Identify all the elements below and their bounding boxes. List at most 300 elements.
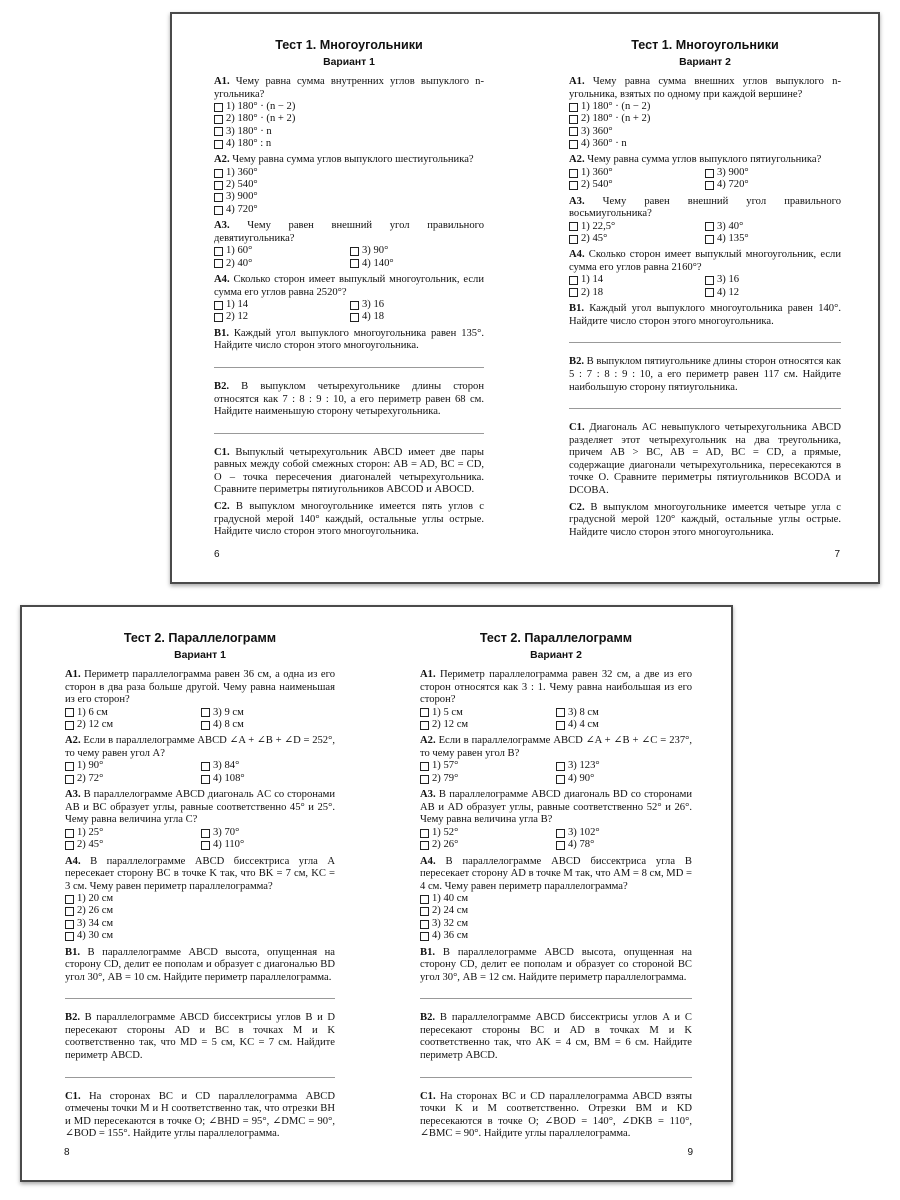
answer-option-label: 1) 360°: [581, 166, 613, 178]
checkbox-icon[interactable]: [420, 775, 429, 784]
answer-option[interactable]: [65, 918, 335, 930]
checkbox-icon[interactable]: [705, 288, 714, 297]
question-body: Чему равна сумма внутренних углов выпуклого n-угольника?: [214, 76, 484, 100]
question: [569, 154, 841, 191]
answer-option-label: 2) 79°: [432, 772, 459, 784]
answer-option-label: 4) 360° · n: [581, 137, 627, 149]
question-body: Выпуклый четырехугольник ABCD имеет две пары равных между собой смежных сторон: AB = AD, BC = CD, O – точка пересечения диагоналей четырехугольника. Сравните периметры пятиугольников ABCOD и ABOCD.: [214, 446, 484, 496]
answer-option-label: 3) 70°: [213, 826, 240, 838]
answer-option-label: 3) 84°: [213, 760, 240, 772]
checkbox-icon[interactable]: [705, 181, 714, 190]
checkbox-icon[interactable]: [214, 169, 223, 178]
answer-option[interactable]: [705, 233, 835, 245]
variant-title: Вариант 2: [679, 57, 731, 68]
answer-option[interactable]: [214, 192, 484, 204]
answer-option[interactable]: [201, 707, 331, 719]
checkbox-icon[interactable]: [556, 762, 565, 771]
answer-divider: [420, 1077, 692, 1078]
answer-option-label: 3) 102°: [568, 826, 600, 838]
question: [569, 76, 841, 150]
page-6: [172, 14, 527, 582]
answer-option[interactable]: [201, 839, 331, 851]
question-label: В1.: [214, 327, 230, 339]
question-body: Каждый угол выпуклого многоугольника равен 140°. Найдите число сторон этого многоугольника.: [569, 303, 841, 327]
checkbox-icon[interactable]: [705, 222, 714, 231]
answer-option[interactable]: [214, 179, 484, 191]
answer-option[interactable]: [569, 167, 705, 179]
answer-option-label: 3) 9 см: [213, 706, 244, 718]
answer-option-label: 1) 25°: [77, 826, 104, 838]
checkbox-icon[interactable]: [65, 920, 74, 929]
question-text: [420, 735, 692, 760]
answer-option[interactable]: [65, 930, 335, 942]
question-body: На сторонах BC и CD параллелограмма ABCD отмечены точки M и H соответственно так, что отрезки BH и MD пересекаются в точке O; ∠BHD = 95°, ∠DMC = 90°, ∠BOD = 155°. Найдите углы параллелограмма.: [65, 1090, 335, 1140]
answer-option[interactable]: [65, 827, 201, 839]
answer-option[interactable]: [65, 906, 335, 918]
answer-option-label: 4) 140°: [362, 257, 394, 269]
answer-option-label: 4) 720°: [226, 203, 258, 215]
answer-option[interactable]: [420, 930, 692, 942]
answer-option-label: 3) 16: [717, 274, 740, 286]
question-text: [65, 1012, 335, 1062]
question: [569, 303, 841, 328]
question-text: [214, 76, 484, 101]
answer-option-label: 2) 12 см: [432, 718, 469, 730]
checkbox-icon[interactable]: [569, 222, 578, 231]
question: [569, 196, 841, 246]
checkbox-icon[interactable]: [65, 775, 74, 784]
answer-option[interactable]: [420, 773, 556, 785]
checkbox-icon[interactable]: [214, 301, 223, 310]
answer-option[interactable]: [214, 138, 484, 150]
checkbox-icon[interactable]: [350, 259, 359, 268]
answer-option-label: 2) 45°: [581, 232, 608, 244]
answer-option[interactable]: [65, 893, 335, 905]
answer-option[interactable]: [569, 126, 841, 138]
answer-option-label: 3) 16: [362, 298, 385, 310]
question-label: В2.: [214, 380, 230, 392]
answer-option[interactable]: [420, 827, 556, 839]
answer-options: [420, 827, 692, 852]
question-label: С1.: [65, 1090, 81, 1102]
answer-option[interactable]: [214, 204, 484, 216]
question-label: С1.: [420, 1090, 436, 1102]
answer-options: [214, 167, 484, 216]
question-body: В параллелограмме ABCD диагональ AC со сторонами AB и BC образует углы, равные соответственно 45° и 25°. Чему равна величина угла C?: [65, 789, 335, 826]
answer-option[interactable]: [214, 299, 350, 311]
answer-option-label: 3) 90°: [362, 245, 389, 257]
answer-option[interactable]: [65, 839, 201, 851]
answer-option[interactable]: [65, 707, 201, 719]
checkbox-icon[interactable]: [350, 313, 359, 322]
answer-option-label: 4) 12: [717, 286, 740, 298]
question-body: В параллелограмме ABCD биссектриса угла A пересекает сторону BC в точке K так, что BK = 7 см, KC = 3 см. Чему равен периметр параллелограмма?: [65, 855, 335, 892]
answer-options: [214, 299, 484, 324]
answer-option[interactable]: [556, 773, 686, 785]
checkbox-icon[interactable]: [569, 140, 578, 149]
answer-option[interactable]: [569, 287, 705, 299]
answer-option-label: 2) 12: [226, 311, 249, 323]
question-body: Периметр параллелограмма равен 36 см, а одна из его сторон в два раза больше другой. Чему равна наименьшая из его сторон?: [65, 669, 335, 706]
checkbox-icon[interactable]: [214, 181, 223, 190]
checkbox-icon[interactable]: [214, 206, 223, 215]
checkbox-icon[interactable]: [350, 301, 359, 310]
checkbox-icon[interactable]: [214, 247, 223, 256]
answer-option[interactable]: [705, 179, 835, 191]
checkbox-icon[interactable]: [569, 276, 578, 285]
answer-option-label: 2) 180° · (n + 2): [581, 113, 651, 125]
question-body: Чему равна сумма углов выпуклого пятиугольника?: [584, 154, 822, 166]
question-text: [214, 220, 484, 245]
question-body: Каждый угол выпуклого многоугольника равен 135°. Найдите число сторон этого многоугольника.: [214, 327, 484, 352]
checkbox-icon[interactable]: [556, 841, 565, 850]
checkbox-icon[interactable]: [569, 235, 578, 244]
answer-options: [569, 167, 841, 192]
answer-options: [420, 707, 692, 732]
question: [214, 381, 484, 419]
answer-option[interactable]: [569, 101, 841, 113]
question-label: С1.: [569, 422, 585, 434]
answer-options: [65, 761, 335, 786]
question-body: В выпуклом многоугольнике имеется пять углов с градусной мерой 140° каждый, остальные углы острые. Найдите число сторон этого многоугольника.: [214, 501, 484, 538]
answer-option[interactable]: [65, 761, 201, 773]
question-text: [569, 422, 841, 498]
checkbox-icon[interactable]: [350, 247, 359, 256]
answer-option[interactable]: [214, 311, 350, 323]
answer-option[interactable]: [214, 167, 484, 179]
question-label: А4.: [569, 249, 585, 261]
question: [420, 735, 692, 785]
question-body: Сколько сторон имеет выпуклый многоугольник, если сумма его углов равна 2520°?: [214, 273, 484, 298]
answer-divider: [569, 408, 841, 409]
page-number: 8: [64, 1147, 70, 1158]
answer-option[interactable]: [65, 773, 201, 785]
page-number: 9: [687, 1147, 693, 1158]
answer-option-label: 2) 40°: [226, 257, 253, 269]
answer-option[interactable]: [420, 707, 556, 719]
answer-option[interactable]: [420, 719, 556, 731]
answer-option[interactable]: [420, 761, 556, 773]
question-body: В параллелограмме ABCD биссектрисы углов A и C пересекают стороны BC и AD в точках M и K соответственно так, что AK = 4 см, BM = 6 см. Найдите периметр ABCD.: [420, 1012, 692, 1062]
answer-option-label: 1) 6 см: [77, 706, 108, 718]
question: [65, 1091, 335, 1141]
checkbox-icon[interactable]: [214, 193, 223, 202]
question-label: В2.: [65, 1012, 81, 1024]
question-text: [569, 502, 841, 540]
answer-option[interactable]: [556, 839, 686, 851]
checkbox-icon[interactable]: [65, 721, 74, 730]
question-label: А2.: [214, 154, 230, 166]
question-label: А2.: [569, 154, 585, 166]
answer-option[interactable]: [569, 138, 841, 150]
answer-option[interactable]: [705, 287, 835, 299]
question-label: В1.: [420, 946, 436, 958]
question-list: [569, 76, 841, 539]
question: [569, 249, 841, 299]
answer-option-label: 1) 180° · (n − 2): [226, 101, 296, 113]
answer-option-label: 4) 8 см: [213, 718, 244, 730]
top-book-spread: [170, 12, 880, 584]
answer-option-label: 2) 18: [581, 286, 604, 298]
question: [214, 447, 484, 497]
answer-divider: [420, 998, 692, 999]
answer-option-label: 2) 12 см: [77, 718, 114, 730]
answer-options: [65, 827, 335, 852]
checkbox-icon[interactable]: [65, 907, 74, 916]
page-content: [65, 631, 335, 1141]
answer-option[interactable]: [420, 893, 692, 905]
question-body: Диагональ AC невыпуклого четырехугольника ABCD разделяет этот четырехугольник на два треугольника, причем AB > BC, AB = AD, BC = CD, а прямые, содержащие диагонали четырехугольника, пересекаются в точке O. Сравните периметры пятиугольников BCODA и DCOBA.: [569, 422, 841, 497]
answer-option[interactable]: [201, 773, 331, 785]
answer-divider: [65, 998, 335, 999]
page-number: 7: [834, 549, 840, 560]
question-body: В параллелограмме ABCD биссектриса угла B пересекает сторону AD в точке M так, что AM = 8 см, MD = 4 см. Чему равен периметр параллелограмма?: [420, 855, 692, 892]
answer-options: [65, 893, 335, 942]
checkbox-icon[interactable]: [569, 127, 578, 136]
question: [420, 947, 692, 985]
question-body: Чему равен внешний угол правильного девятиугольника?: [214, 220, 484, 244]
answer-option[interactable]: [214, 113, 484, 125]
answer-option-label: 2) 26 см: [77, 905, 114, 917]
question-label: А1.: [420, 669, 436, 680]
answer-option[interactable]: [705, 167, 835, 179]
answer-option[interactable]: [201, 761, 331, 773]
question-label: А4.: [214, 273, 230, 285]
question-label: В2.: [569, 356, 585, 368]
checkbox-icon[interactable]: [420, 907, 429, 916]
answer-option[interactable]: [569, 275, 705, 287]
question: [214, 154, 484, 216]
checkbox-icon[interactable]: [201, 708, 210, 717]
checkbox-icon[interactable]: [569, 181, 578, 190]
answer-option-label: 1) 360°: [226, 166, 258, 178]
checkbox-icon[interactable]: [65, 762, 74, 771]
checkbox-icon[interactable]: [214, 115, 223, 124]
answer-option-label: 1) 90°: [77, 760, 104, 772]
answer-option-label: 4) 108°: [213, 772, 245, 784]
question-body: Чему равен внешний угол правильного восьмиугольника?: [569, 195, 841, 220]
question-label: А2.: [420, 735, 436, 747]
question-body: Если в параллелограмме ABCD ∠A + ∠B + ∠C = 237°, то чему равен угол B?: [420, 735, 692, 759]
checkbox-icon[interactable]: [705, 235, 714, 244]
checkbox-icon[interactable]: [201, 775, 210, 784]
checkbox-icon[interactable]: [201, 762, 210, 771]
answer-option-label: 1) 22,5°: [581, 220, 616, 232]
checkbox-icon[interactable]: [214, 127, 223, 136]
question-label: А3.: [214, 220, 230, 232]
question-label: А4.: [65, 855, 81, 867]
answer-option-label: 2) 26°: [432, 839, 459, 851]
answer-option[interactable]: [556, 827, 686, 839]
answer-option-label: 2) 540°: [581, 179, 613, 191]
answer-option[interactable]: [201, 719, 331, 731]
variant-title: Вариант 1: [174, 650, 226, 661]
question-text: [569, 76, 841, 101]
answer-option[interactable]: [556, 719, 686, 731]
question-text: [214, 274, 484, 299]
question-body: Чему равна сумма внешних углов выпуклого n-угольника, взятых по одному при каждой вершине?: [569, 76, 841, 100]
answer-option-label: 2) 45°: [77, 839, 104, 851]
checkbox-icon[interactable]: [556, 708, 565, 717]
checkbox-icon[interactable]: [201, 841, 210, 850]
answer-option-label: 4) 180° : n: [226, 137, 272, 149]
answer-divider: [569, 342, 841, 343]
answer-option-label: 2) 72°: [77, 772, 104, 784]
question: [65, 735, 335, 785]
checkbox-icon[interactable]: [556, 775, 565, 784]
checkbox-icon[interactable]: [420, 721, 429, 730]
answer-option[interactable]: [705, 221, 835, 233]
question-text: [569, 249, 841, 274]
question: [65, 669, 335, 731]
page-9: [379, 607, 735, 1180]
question: [214, 328, 484, 353]
checkbox-icon[interactable]: [420, 895, 429, 904]
question-body: В выпуклом пятиугольнике длины сторон относятся как 5 : 7 : 8 : 9 : 10, а его периметр равен 117 см. Найдите наибольшую сторону пятиугольника.: [569, 356, 842, 393]
checkbox-icon[interactable]: [65, 708, 74, 717]
checkbox-icon[interactable]: [556, 721, 565, 730]
answer-option[interactable]: [569, 233, 705, 245]
question: [214, 274, 484, 324]
question-label: А1.: [65, 669, 81, 680]
answer-option-label: 2) 180° · (n + 2): [226, 113, 296, 125]
checkbox-icon[interactable]: [65, 829, 74, 838]
checkbox-icon[interactable]: [420, 829, 429, 838]
answer-divider: [214, 367, 484, 368]
question-body: Чему равна сумма углов выпуклого шестиугольника?: [229, 154, 474, 166]
answer-option-label: 4) 4 см: [568, 718, 599, 730]
question-text: [65, 856, 335, 894]
question: [214, 220, 484, 270]
page-8: [22, 607, 378, 1180]
answer-options: [569, 221, 841, 246]
answer-options: [420, 893, 692, 942]
checkbox-icon[interactable]: [420, 920, 429, 929]
question: [569, 502, 841, 540]
question-text: [65, 1091, 335, 1141]
question-text: [65, 789, 335, 827]
bottom-book-spread: [20, 605, 733, 1182]
answer-option-label: 3) 32 см: [432, 917, 469, 929]
question-label: С2.: [569, 501, 585, 513]
checkbox-icon[interactable]: [556, 829, 565, 838]
checkbox-icon[interactable]: [214, 103, 223, 112]
test-title: Тест 2. Параллелограмм: [123, 631, 277, 645]
answer-option[interactable]: [705, 275, 835, 287]
checkbox-icon[interactable]: [214, 313, 223, 322]
answer-option[interactable]: [350, 258, 480, 270]
checkbox-icon[interactable]: [214, 259, 223, 268]
answer-option[interactable]: [420, 918, 692, 930]
answer-option-label: 3) 900°: [226, 191, 258, 203]
checkbox-icon[interactable]: [569, 288, 578, 297]
question-body: На сторонах BC и CD параллелограмма ABCD взяты точки K и M соответственно. Отрезки BM и KD пересекаются в точке O; ∠BOD = 140°, ∠DKB = 110°, ∠BMC = 90°. Найдите углы параллелограмма.: [420, 1090, 692, 1140]
question: [65, 1012, 335, 1062]
answer-option-label: 1) 52°: [432, 826, 459, 838]
page-number: 6: [214, 549, 220, 560]
answer-option-label: 3) 123°: [568, 760, 600, 772]
answer-option-label: 1) 57°: [432, 760, 459, 772]
answer-option[interactable]: [214, 258, 350, 270]
question: [214, 76, 484, 150]
question-text: [569, 303, 841, 328]
checkbox-icon[interactable]: [705, 276, 714, 285]
answer-option[interactable]: [420, 839, 556, 851]
answer-option[interactable]: [65, 719, 201, 731]
answer-option[interactable]: [214, 126, 484, 138]
checkbox-icon[interactable]: [65, 932, 74, 941]
answer-option-label: 1) 5 см: [432, 706, 463, 718]
question: [420, 1091, 692, 1141]
checkbox-icon[interactable]: [705, 169, 714, 178]
question-label: А1.: [569, 76, 585, 87]
answer-option[interactable]: [350, 245, 480, 257]
checkbox-icon[interactable]: [420, 841, 429, 850]
test-title: Тест 2. Параллелограмм: [479, 631, 633, 645]
answer-option[interactable]: [214, 101, 484, 113]
answer-option-label: 4) 110°: [213, 839, 245, 851]
checkbox-icon[interactable]: [569, 103, 578, 112]
answer-option-label: 4) 90°: [568, 772, 595, 784]
question: [214, 501, 484, 539]
checkbox-icon[interactable]: [201, 721, 210, 730]
question-text: [420, 789, 692, 827]
checkbox-icon[interactable]: [214, 140, 223, 149]
answer-option[interactable]: [214, 245, 350, 257]
question-text: [214, 381, 484, 419]
question: [65, 856, 335, 943]
answer-option-label: 1) 180° · (n − 2): [581, 101, 651, 113]
answer-option-label: 1) 20 см: [77, 893, 114, 905]
answer-option[interactable]: [350, 299, 480, 311]
variant-title: Вариант 2: [530, 650, 582, 661]
question-body: Если в параллелограмме ABCD ∠A + ∠B + ∠D = 252°, то чему равен угол A?: [65, 735, 335, 759]
answer-option[interactable]: [556, 761, 686, 773]
checkbox-icon[interactable]: [420, 708, 429, 717]
checkbox-icon[interactable]: [569, 169, 578, 178]
answer-option[interactable]: [569, 221, 705, 233]
question-body: Периметр параллелограмма равен 32 см, а две из его сторон относятся как 3 : 1. Чему равна наибольшая из его сторон?: [420, 669, 692, 706]
answer-option[interactable]: [569, 179, 705, 191]
answer-option[interactable]: [350, 311, 480, 323]
answer-option-label: 1) 40 см: [432, 893, 469, 905]
checkbox-icon[interactable]: [420, 932, 429, 941]
question-label: А3.: [569, 195, 585, 207]
checkbox-icon[interactable]: [201, 829, 210, 838]
checkbox-icon[interactable]: [65, 895, 74, 904]
page-content: [214, 38, 484, 539]
question-label: В2.: [420, 1012, 436, 1024]
answer-option[interactable]: [556, 707, 686, 719]
question: [420, 669, 692, 731]
checkbox-icon[interactable]: [569, 115, 578, 124]
question-text: [65, 735, 335, 760]
answer-option[interactable]: [569, 113, 841, 125]
question-label: В1.: [65, 946, 81, 958]
question-list: [214, 76, 484, 539]
checkbox-icon[interactable]: [65, 841, 74, 850]
checkbox-icon[interactable]: [420, 762, 429, 771]
variant-title: Вариант 1: [323, 57, 375, 68]
answer-option-label: 2) 540°: [226, 179, 258, 191]
answer-divider: [65, 1077, 335, 1078]
question-body: В выпуклом многоугольнике имеется четыре угла с градусной мерой 120° каждый, остальные углы острые. Найдите число сторон этого многоугольника.: [569, 501, 841, 538]
answer-option[interactable]: [420, 906, 692, 918]
question: [420, 856, 692, 943]
question-text: [65, 669, 335, 707]
answer-option[interactable]: [201, 827, 331, 839]
answer-option-label: 3) 360°: [581, 125, 613, 137]
